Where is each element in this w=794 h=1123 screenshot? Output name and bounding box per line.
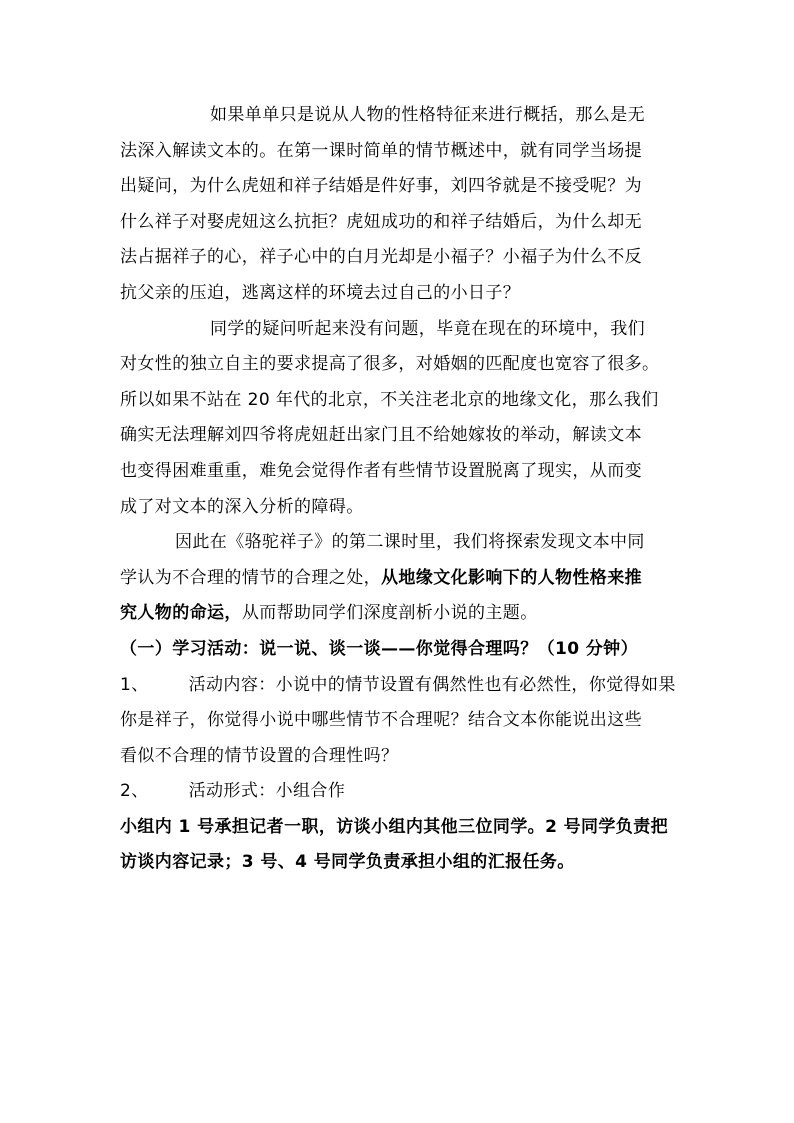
list-number: 1、 <box>120 674 149 695</box>
group-note-line: 访谈内容记录；3 号、4 号同学负责承担小组的汇报任务。 <box>120 852 575 873</box>
paragraph3-line <box>120 596 700 632</box>
paragraph2-line: 同学的疑问听起来没有问题，毕竟在现在的环境中，我们 <box>210 318 645 339</box>
paragraph3-text: 从而帮助同学们深度剖析小说的主题。 <box>241 603 538 624</box>
group-note-line: 小组内 1 号承担记者一职，访谈小组内其他三位同学。2 号同学负责把 <box>120 816 669 837</box>
paragraph1-line: 如果单单只是说从人物的性格特征来进行概括，那么是无 <box>210 105 645 125</box>
paragraph3-line: 因此在《骆驼祥子》的第二课时里，我们将探索发现文本中同 <box>175 532 645 553</box>
section-heading: （一）学习活动：说一说、谈一谈——你觉得合理吗？（10 分钟） <box>120 638 638 659</box>
paragraph1-line: 抗父亲的压迫，逃离这样的环境去过自己的小日子？ <box>120 282 521 303</box>
list-item-text: 活动形式：小组合作 <box>188 781 346 802</box>
paragraph3-text: 学认为不合理的情节的合理之处， <box>120 567 381 588</box>
paragraph1-line: 什么祥子对娶虎妞这么抗拒？虎妞成功的和祥子结婚后，为什么却无 <box>120 211 642 232</box>
document-body <box>120 98 700 881</box>
list-number: 2、 <box>120 781 149 802</box>
paragraph3-emphasis: 究人物的命运， <box>120 603 242 624</box>
paragraph3-emphasis: 从地缘文化影响下的人物性格来推 <box>381 567 642 588</box>
paragraph2-line: 对女性的独立自主的要求提高了很多，对婚姻的匹配度也宽容了很多。 <box>120 354 660 375</box>
paragraph2-line: 成了对文本的深入分析的障碍。 <box>120 496 364 517</box>
paragraph2-line: 确实无法理解刘四爷将虎妞赶出家门且不给她嫁妆的举动，解读文本 <box>120 425 642 446</box>
paragraph2-line: 所以如果不站在 20 年代的北京，不关注老北京的地缘文化，那么我们 <box>120 389 659 410</box>
list-item-1 <box>120 668 700 704</box>
paragraph3-line <box>120 561 700 597</box>
list-item-text: 活动内容：小说中的情节设置有偶然性也有必然性，你觉得如果 <box>188 674 676 695</box>
paragraph1-line: 法深入解读文本的。在第一课时简单的情节概述中，就有同学当场提 <box>120 140 642 161</box>
list-item-2 <box>120 774 700 810</box>
paragraph2-line: 也变得困难重重，难免会觉得作者有些情节设置脱离了现实，从而变 <box>120 460 642 481</box>
paragraph1-line: 法占据祥子的心，祥子心中的白月光却是小福子？小福子为什么不反 <box>120 247 642 268</box>
list-item-1-line: 看似不合理的情节设置的合理性吗？ <box>120 745 399 766</box>
paragraph1-line: 出疑问，为什么虎妞和祥子结婚是件好事，刘四爷就是不接受呢？为 <box>120 176 642 197</box>
list-item-1-line: 你是祥子，你觉得小说中哪些情节不合理呢？结合文本你能说出这些 <box>120 710 642 731</box>
